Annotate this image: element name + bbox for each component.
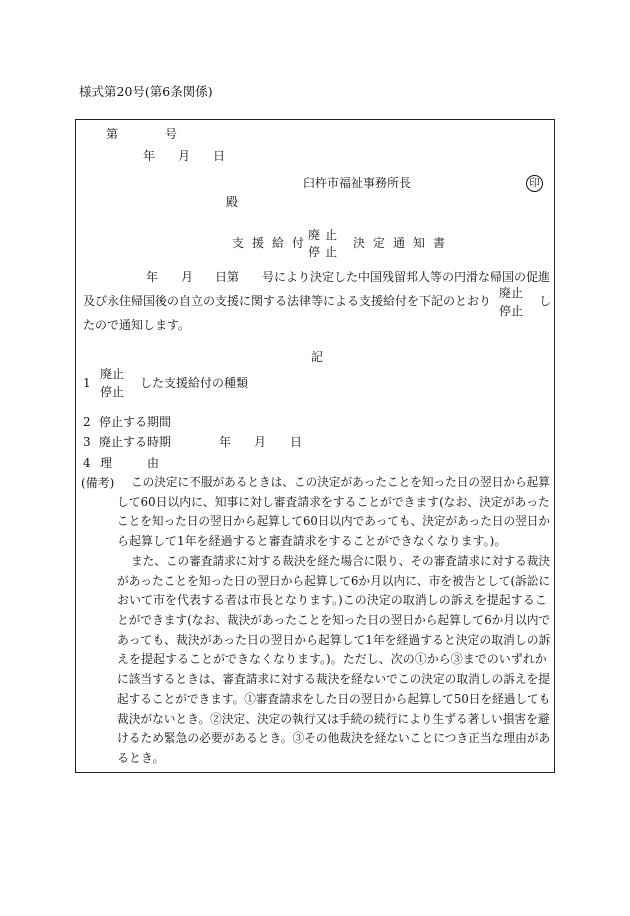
date-month: 月 [178, 149, 191, 163]
item4-text-b: 由 [147, 456, 160, 470]
intro-month: 月 [181, 270, 194, 284]
remarks-p2-line-1: また、この審査請求に対する裁決を経た場合に限り、その審査請求に対する裁決 [131, 553, 551, 568]
item3-month: 月 [254, 435, 267, 449]
intro-line2: 及び永住帰国後の自立の支援に関する法律等による支援給付を下記のとおり [83, 294, 492, 308]
remarks-p2-line-3: おいて市を代表する者は市長となります。)この決定の取消しの訴えを提起するこ [117, 593, 547, 608]
item2-number: 2 [83, 415, 91, 429]
form-number-label: 様式第20号(第6条関係) [79, 84, 213, 99]
item1-number: 1 [83, 376, 91, 390]
intro-option-suspend: 停止 [499, 304, 524, 318]
date-day: 日 [213, 149, 226, 163]
intro-option-abolish: 廃止 [499, 286, 524, 300]
item4-number: 4 [83, 456, 91, 470]
item1-option-stack [100, 368, 124, 398]
item3-text: 廃止する時期 [99, 435, 172, 449]
item3-number: 3 [83, 435, 91, 449]
remarks-p2-line-6: えを提起することができなくなります。)。ただし、次の①から③までのいずれか [117, 652, 547, 667]
title-part2: 決定通知書 [353, 236, 454, 250]
title-option-abolish: 廃止 [308, 228, 343, 242]
remarks-p1-line-2: して60日以内に、知事に対し審査請求をすることができます(なお、決定があった [117, 494, 550, 509]
remarks-p1-line-1: この決定に不服があるときは、この決定があったことを知った日の翌日から起算 [131, 475, 550, 489]
remarks-p2-line-10: けるため緊急の必要があるとき。③その他裁決を経ないことにつき正当な理由があ [117, 731, 551, 746]
intro-day-number: 日第 [215, 270, 240, 284]
remarks-p2-line-4: とができます(なお、裁決があったことを知った日の翌日から起算して6か月以内で [117, 613, 551, 627]
remarks-p2-line-7: に該当するときは、審査請求に対する裁決を経ないでこの決定の取消しの訴えを提 [117, 672, 551, 687]
intro-option-stack [499, 287, 523, 317]
intro-year: 年 [146, 270, 159, 284]
date-year: 年 [143, 149, 156, 163]
intro-line2-end: し [539, 294, 552, 308]
remarks-label: (備考) [81, 476, 115, 490]
remarks-p2-line-9: 裁決がないとき。②決定、決定の執行又は手続の続行により生ずる著しい損害を避 [117, 711, 550, 726]
remarks-p2-line-2: があったことを知った日の翌日から起算して6か月以内に、市を被告として(訴訟に [117, 573, 551, 588]
item1-option-abolish: 廃止 [100, 367, 125, 381]
remarks-p1-line-3: ことを知った日の翌日から起算して60日以内であっても、決定があった日の翌日か [117, 514, 551, 529]
addressee-suffix: 殿 [226, 195, 239, 209]
ki-heading: 記 [311, 350, 324, 364]
item3-day: 日 [290, 435, 303, 449]
remarks-p2-line-8: 起することができます。①審査請求をした日の翌日から起算して50日を経過しても [117, 691, 551, 706]
title-option-stack [308, 229, 342, 258]
title-option-suspend: 停止 [308, 245, 343, 259]
item1-option-suspend: 停止 [100, 385, 125, 399]
number-suffix: 号 [165, 127, 178, 141]
item2-text: 停止する期間 [99, 415, 172, 429]
item3-year: 年 [219, 435, 232, 449]
title-part1: 支援給付 [232, 236, 313, 250]
remarks-p2-line-11: るとき。 [117, 751, 165, 765]
intro-line1: 号により決定した中国残留邦人等の円滑な帰国の促進 [262, 270, 551, 284]
remarks-p2-line-5: あっても、裁決があった日の翌日から起算して1年を経過すると決定の取消しの訴 [117, 632, 551, 647]
seal-icon: 印 [526, 175, 543, 192]
intro-line3: たので通知します。 [83, 318, 191, 332]
item4-text-a: 理 [100, 456, 113, 470]
remarks-p1-line-4: ら起算して1年を経過すると審査請求をすることができなくなります。)。 [117, 534, 507, 549]
item1-text: した支援給付の種類 [140, 376, 249, 390]
sender-name: 臼杵市福祉事務所長 [303, 176, 412, 190]
number-prefix: 第 [106, 127, 119, 141]
